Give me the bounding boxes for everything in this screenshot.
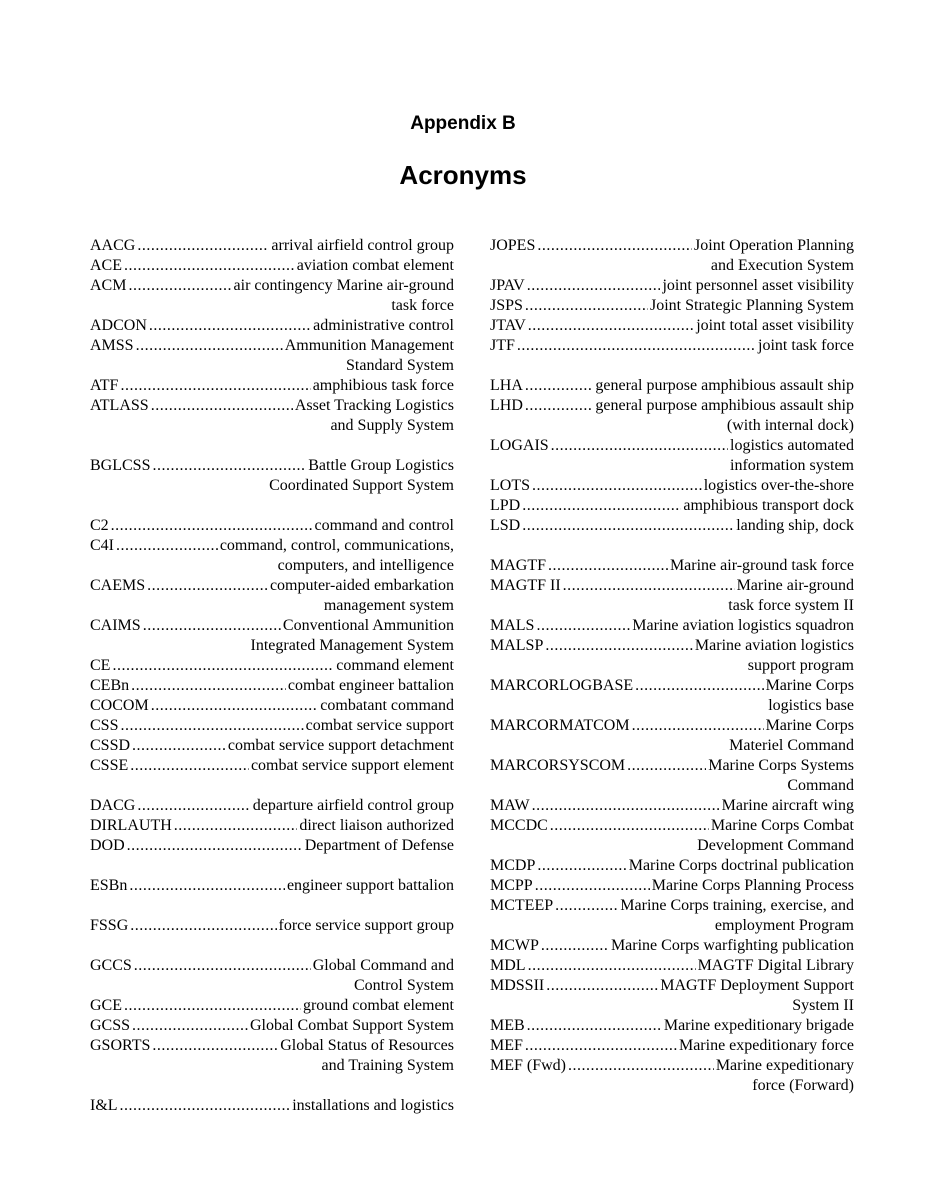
acronym-entry <box>90 396 454 436</box>
acronym-abbreviation: FSSG <box>90 917 129 934</box>
acronym-entry <box>490 876 854 896</box>
acronym-entry <box>90 576 454 616</box>
dot-leader <box>525 296 648 316</box>
acronym-entry <box>90 236 454 256</box>
acronym-abbreviation: JTAV <box>490 317 526 334</box>
acronym-entry <box>490 436 854 476</box>
acronym-definition: Asset Tracking Logistics <box>294 397 454 414</box>
acronym-definition-continuation: Coordinated Support System <box>269 477 454 494</box>
acronym-abbreviation: LSD <box>490 517 521 534</box>
acronym-abbreviation: GCSS <box>90 1017 131 1034</box>
acronym-abbreviation: GCCS <box>90 957 132 974</box>
dot-leader <box>147 576 268 596</box>
acronym-definition: Marine Corps Planning Process <box>651 877 854 894</box>
acronym-abbreviation: LHD <box>490 397 523 414</box>
dot-leader <box>152 1036 278 1056</box>
acronym-abbreviation: COCOM <box>90 697 149 714</box>
dot-leader <box>134 956 311 976</box>
dot-leader <box>131 676 286 696</box>
acronym-definition: ground combat element <box>302 997 454 1014</box>
dot-leader <box>128 276 231 296</box>
acronym-abbreviation: CAIMS <box>90 617 141 634</box>
acronym-definition: Marine Corps Combat <box>710 817 854 834</box>
acronym-entry <box>490 296 854 316</box>
acronym-abbreviation: LPD <box>490 497 521 514</box>
acronym-abbreviation: MEF (Fwd) <box>490 1057 567 1074</box>
acronym-abbreviation: JOPES <box>490 237 536 254</box>
acronym-entry <box>90 336 454 376</box>
dot-leader <box>627 756 706 776</box>
acronym-entry <box>90 516 454 536</box>
acronym-definition: Marine Corps Systems <box>708 757 854 774</box>
acronym-entry <box>490 476 854 496</box>
acronym-entry <box>490 276 854 296</box>
acronym-definition: arrival airfield control group <box>271 237 454 254</box>
acronym-abbreviation: AMSS <box>90 337 134 354</box>
acronym-definition: Global Command and <box>312 957 454 974</box>
acronym-abbreviation: MEB <box>490 1017 525 1034</box>
acronym-definition: Marine air-ground <box>736 577 854 594</box>
acronym-definition: Marine expeditionary brigade <box>663 1017 854 1034</box>
acronym-definition: landing ship, dock <box>736 517 854 534</box>
dot-leader <box>528 316 694 336</box>
dot-leader <box>130 756 249 776</box>
acronym-entry <box>90 836 454 856</box>
dot-leader <box>151 396 293 416</box>
acronym-definition: Department of Defense <box>304 837 454 854</box>
dot-leader <box>525 1036 677 1056</box>
dot-leader <box>132 1016 248 1036</box>
acronym-definition: aviation combat element <box>296 257 454 274</box>
acronym-abbreviation: MAGTF II <box>490 577 561 594</box>
acronym-definition: Marine air-ground task force <box>669 557 854 574</box>
acronym-definition: departure airfield control group <box>252 797 454 814</box>
acronym-entry <box>490 896 854 936</box>
acronym-entry <box>90 696 454 716</box>
acronym-entry <box>490 856 854 876</box>
acronym-definition: Marine aviation logistics <box>694 637 854 654</box>
acronym-entry <box>90 1016 454 1036</box>
acronym-definition: command and control <box>314 517 454 534</box>
appendix-label: Appendix B <box>410 113 516 134</box>
acronym-definition-continuation: Integrated Management System <box>250 637 454 654</box>
dot-leader <box>130 916 276 936</box>
acronym-definition: Battle Group Logistics <box>308 457 454 474</box>
acronym-abbreviation: MEF <box>490 1037 523 1054</box>
acronym-definition: MAGTF Deployment Support <box>660 977 854 994</box>
dot-leader <box>132 736 226 756</box>
dot-leader <box>525 376 593 396</box>
acronym-abbreviation: LOTS <box>490 477 530 494</box>
acronym-definition-continuation: Command <box>787 777 854 794</box>
acronym-abbreviation: CSS <box>90 717 119 734</box>
acronym-abbreviation: MCTEEP <box>490 897 554 914</box>
dot-leader <box>532 796 720 816</box>
acronym-entry <box>490 1036 854 1056</box>
acronym-definition-continuation: employment Program <box>714 917 854 934</box>
acronym-definition: combat service support detachment <box>227 737 454 754</box>
acronym-entry <box>490 976 854 1016</box>
acronym-definition: Joint Operation Planning <box>694 237 854 254</box>
acronym-definition: command, control, communications, <box>219 537 454 554</box>
acronym-entry <box>490 716 854 756</box>
dot-leader <box>127 836 303 856</box>
acronym-abbreviation: ATLASS <box>90 397 149 414</box>
acronym-definition-continuation: Materiel Command <box>729 737 854 754</box>
acronym-entry <box>90 316 454 336</box>
acronym-abbreviation: MCDP <box>490 857 536 874</box>
acronym-abbreviation: GSORTS <box>90 1037 151 1054</box>
acronym-definition-continuation: and Execution System <box>710 257 854 274</box>
acronym-abbreviation: LOGAIS <box>490 437 549 454</box>
acronym-column-left <box>90 236 454 1116</box>
acronym-definition-continuation: Development Command <box>697 837 854 854</box>
acronym-definition: combatant command <box>320 697 454 714</box>
page-title: Acronyms <box>399 160 527 190</box>
acronym-definition: MAGTF Digital Library <box>697 957 854 974</box>
acronym-entry <box>90 376 454 396</box>
dot-leader <box>635 676 763 696</box>
acronym-entry <box>490 616 854 636</box>
acronym-definition: administrative control <box>313 317 454 334</box>
dot-leader <box>551 436 728 456</box>
dot-leader <box>537 236 692 256</box>
acronym-definition: Marine aircraft wing <box>721 797 854 814</box>
acronym-definition-continuation: System II <box>792 997 854 1014</box>
acronym-definition: general purpose amphibious assault ship <box>595 377 854 394</box>
dot-leader <box>535 876 650 896</box>
acronym-entry <box>490 516 854 536</box>
acronym-abbreviation: MCWP <box>490 937 539 954</box>
acronym-abbreviation: JTF <box>490 337 515 354</box>
dot-leader <box>527 1016 662 1036</box>
acronym-entry <box>90 876 454 896</box>
acronym-definition: Marine Corps <box>765 677 854 694</box>
acronym-definition: force service support group <box>278 917 454 934</box>
dot-leader <box>111 516 313 536</box>
acronym-definition: combat engineer battalion <box>287 677 454 694</box>
acronym-abbreviation: DOD <box>90 837 125 854</box>
acronym-definition: Marine expeditionary <box>715 1057 854 1074</box>
acronym-abbreviation: CEBn <box>90 677 130 694</box>
acronym-abbreviation: MALSP <box>490 637 544 654</box>
acronym-definition: Global Combat Support System <box>250 1017 454 1034</box>
dot-leader <box>522 516 734 536</box>
dot-leader <box>522 496 681 516</box>
acronym-entry <box>490 556 854 576</box>
dot-leader <box>527 276 661 296</box>
acronym-entry <box>490 336 854 356</box>
dot-leader <box>525 396 593 416</box>
acronym-definition: Marine Corps training, exercise, and <box>620 897 854 914</box>
acronym-entry <box>90 656 454 676</box>
dot-leader <box>546 976 658 996</box>
acronym-abbreviation: DIRLAUTH <box>90 817 172 834</box>
acronym-entry <box>90 736 454 756</box>
acronym-entry <box>90 956 454 996</box>
acronym-definition: amphibious transport dock <box>683 497 854 514</box>
dot-leader <box>517 336 756 356</box>
acronym-definition: Conventional Ammunition <box>282 617 454 634</box>
acronym-definition: logistics automated <box>730 437 854 454</box>
acronym-abbreviation: MAW <box>490 797 530 814</box>
dot-leader <box>632 716 764 736</box>
acronym-entry <box>490 956 854 976</box>
dot-leader <box>116 536 218 556</box>
dot-leader <box>149 316 311 336</box>
dot-leader <box>120 716 303 736</box>
acronym-abbreviation: AACG <box>90 237 136 254</box>
acronym-definition: Ammunition Management <box>284 337 454 354</box>
dot-leader <box>129 876 285 896</box>
acronym-abbreviation: MARCORLOGBASE <box>490 677 634 694</box>
acronym-definition: general purpose amphibious assault ship <box>595 397 854 414</box>
acronym-abbreviation: CSSD <box>90 737 131 754</box>
acronym-entry <box>90 816 454 836</box>
acronym-abbreviation: MARCORMATCOM <box>490 717 630 734</box>
acronym-abbreviation: LHA <box>490 377 523 394</box>
acronym-entry <box>490 1016 854 1036</box>
acronym-abbreviation: BGLCSS <box>90 457 151 474</box>
dot-leader <box>550 816 709 836</box>
dot-leader <box>120 1096 291 1116</box>
acronym-abbreviation: ACE <box>90 257 122 274</box>
acronym-entry <box>490 376 854 396</box>
acronym-entry <box>490 936 854 956</box>
acronym-definition-continuation: force (Forward) <box>752 1077 854 1094</box>
dot-leader <box>528 956 696 976</box>
acronym-definition-continuation: Control System <box>353 977 454 994</box>
acronym-definition-continuation: information system <box>730 457 854 474</box>
dot-leader <box>555 896 618 916</box>
acronym-abbreviation: ESBn <box>90 877 128 894</box>
acronym-definition-continuation: and Training System <box>321 1057 454 1074</box>
acronym-definition: Joint Strategic Planning System <box>650 297 854 314</box>
acronym-abbreviation: MCPP <box>490 877 533 894</box>
acronym-abbreviation: MALS <box>490 617 535 634</box>
acronym-abbreviation: MDSSII <box>490 977 545 994</box>
acronym-definition: combat service support <box>305 717 454 734</box>
acronym-entry <box>90 796 454 816</box>
acronym-abbreviation: ADCON <box>90 317 147 334</box>
acronym-definition: command element <box>336 657 454 674</box>
acronym-entry <box>90 1036 454 1076</box>
acronym-entry <box>490 676 854 716</box>
acronym-entry <box>490 796 854 816</box>
acronym-entry <box>490 396 854 436</box>
acronym-entry <box>490 756 854 796</box>
acronym-definition: installations and logistics <box>292 1097 454 1114</box>
acronym-abbreviation: I&L <box>90 1097 118 1114</box>
acronym-definition-continuation: logistics base <box>768 697 854 714</box>
dot-leader <box>137 796 250 816</box>
acronym-abbreviation: ATF <box>90 377 119 394</box>
acronym-definition: logistics over-the-shore <box>703 477 854 494</box>
acronym-abbreviation: C4I <box>90 537 114 554</box>
acronym-definition-continuation: (with internal dock) <box>726 417 854 434</box>
acronym-abbreviation: JSPS <box>490 297 523 314</box>
dot-leader <box>537 856 626 876</box>
acronym-definition: joint total asset visibility <box>696 317 854 334</box>
acronym-entry <box>490 816 854 856</box>
acronym-definition: Marine aviation logistics squadron <box>632 617 854 634</box>
acronym-definition-continuation: support program <box>747 657 854 674</box>
dot-leader <box>536 616 630 636</box>
acronym-abbreviation: GCE <box>90 997 122 1014</box>
dot-leader <box>124 256 295 276</box>
acronym-definition: engineer support battalion <box>286 877 454 894</box>
acronym-abbreviation: JPAV <box>490 277 525 294</box>
acronym-definition: amphibious task force <box>312 377 454 394</box>
acronym-entry <box>490 576 854 616</box>
acronym-entry <box>90 1096 454 1116</box>
dot-leader <box>563 576 735 596</box>
acronym-entry <box>490 1056 854 1096</box>
dot-leader <box>152 456 306 476</box>
acronym-definition: Marine expeditionary force <box>678 1037 854 1054</box>
acronym-entry <box>90 996 454 1016</box>
acronym-abbreviation: DACG <box>90 797 136 814</box>
acronym-definition-continuation: computers, and intelligence <box>277 557 454 574</box>
dot-leader <box>532 476 702 496</box>
dot-leader <box>112 656 334 676</box>
acronym-entry <box>490 316 854 336</box>
acronym-abbreviation: ACM <box>90 277 127 294</box>
dot-leader <box>548 556 668 576</box>
acronym-definition-continuation: task force system II <box>728 597 854 614</box>
dot-leader <box>541 936 609 956</box>
acronym-abbreviation: C2 <box>90 517 109 534</box>
acronym-definition: combat service support element <box>250 757 454 774</box>
acronym-abbreviation: MARCORSYSCOM <box>490 757 626 774</box>
dot-leader <box>124 996 301 1016</box>
acronym-definition-continuation: management system <box>323 597 454 614</box>
acronym-entry <box>90 256 454 276</box>
acronym-definition: joint task force <box>758 337 854 354</box>
dot-leader <box>120 376 310 396</box>
acronym-abbreviation: MCCDC <box>490 817 548 834</box>
acronym-entry <box>490 236 854 276</box>
acronym-entry <box>90 676 454 696</box>
acronym-abbreviation: MDL <box>490 957 526 974</box>
acronym-column-right <box>490 236 854 1096</box>
acronym-definition: air contingency Marine air-ground <box>233 277 454 294</box>
dot-leader <box>136 336 283 356</box>
acronym-entry <box>90 916 454 936</box>
acronym-abbreviation: CAEMS <box>90 577 146 594</box>
dot-leader <box>151 696 319 716</box>
acronym-definition: joint personnel asset visibility <box>662 277 854 294</box>
acronym-entry <box>90 716 454 736</box>
acronym-entry <box>90 276 454 316</box>
acronym-abbreviation: CSSE <box>90 757 129 774</box>
acronym-entry <box>490 496 854 516</box>
acronym-definition: Global Status of Resources <box>280 1037 454 1054</box>
acronym-entry <box>90 536 454 576</box>
acronym-definition-continuation: and Supply System <box>330 417 454 434</box>
acronym-abbreviation: CE <box>90 657 111 674</box>
acronym-entry <box>90 756 454 776</box>
acronym-definition-continuation: task force <box>391 297 454 314</box>
dot-leader <box>545 636 693 656</box>
acronym-entry <box>490 636 854 676</box>
acronym-abbreviation: MAGTF <box>490 557 547 574</box>
dot-leader <box>568 1056 714 1076</box>
acronym-entry <box>90 456 454 496</box>
acronym-definition-continuation: Standard System <box>346 357 454 374</box>
acronym-definition: Marine Corps <box>765 717 854 734</box>
acronym-definition: computer-aided embarkation <box>269 577 454 594</box>
acronym-definition: direct liaison authorized <box>299 817 454 834</box>
acronym-entry <box>90 616 454 656</box>
dot-leader <box>137 236 269 256</box>
acronym-definition: Marine Corps doctrinal publication <box>628 857 854 874</box>
acronym-definition: Marine Corps warfighting publication <box>610 937 854 954</box>
dot-leader <box>143 616 281 636</box>
dot-leader <box>174 816 298 836</box>
